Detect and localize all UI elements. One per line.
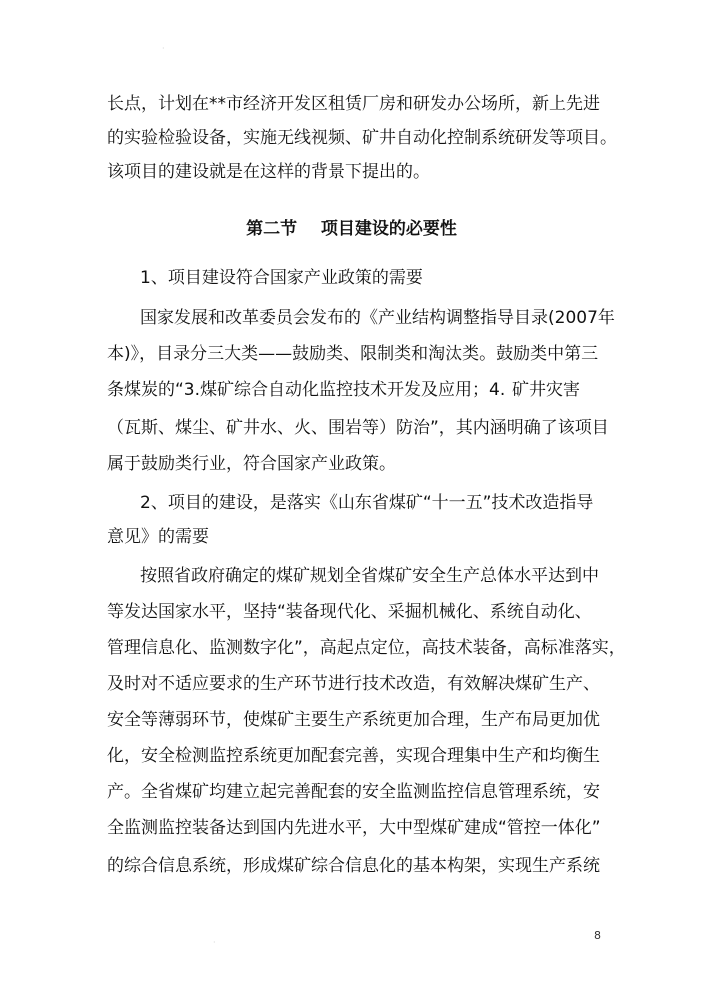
document-page: · 长点，计划在**市经济开发区租赁厂房和研发办公场所，新上先进 的实验检验设备，实施无线视频、矿井自动化控制系统研发等项目。 该项目的建设就是在这样的背景下提出的。 第二节 项目建设的必要性 1、项目建设符合国家产业政策的需要 国家发展和改革委员会发布的《产业结构调整指导目录(2007年 本)》，目录分三大类——鼓励类、限制类和淘汰类。鼓励类中第三 条煤炭的“3.煤矿综合自动化监控技术开发及应用；4. 矿井灾害 （瓦斯、煤尘、矿井水、火、围岩等）防治”，其内涵明确了该项目 属于鼓励类行业，符合国家产业政策。 2、项目的建设，是落实《山东省煤矿“十一五”技术改造指导 意见》的需要 按照省政府确定的煤矿规划全省煤矿安全生产总体水平达到中 等发达国家水平，坚持“装备现代化、采掘机械化、系统自动化、 管理信息化、监测数字化”，高起点定位，高技术装备，高标准落实， 及时对不适应要求的生产环节进行技术改造，有效解决煤矿生产、 安全等薄弱环节，使煤矿主要生产系统更加合理，生产布局更加优 化，安全检测监控系统更加配套完善，实现合理集中生产和均衡生 产。全省煤矿均建立起完善配套的安全监测监控信息管理系统，安 全监测监控装备达到国内先进水平，大中型煤矿建成“管控一体化” 的综合信息系统，形成煤矿综合信息化的基本构架，实现生产系统 8 · (0, 0, 703, 994)
section-heading: 第二节 项目建设的必要性 (246, 219, 457, 239)
scan-dot: · (162, 44, 165, 53)
page-number: 8 (594, 929, 601, 942)
scan-dot: · (213, 938, 216, 947)
